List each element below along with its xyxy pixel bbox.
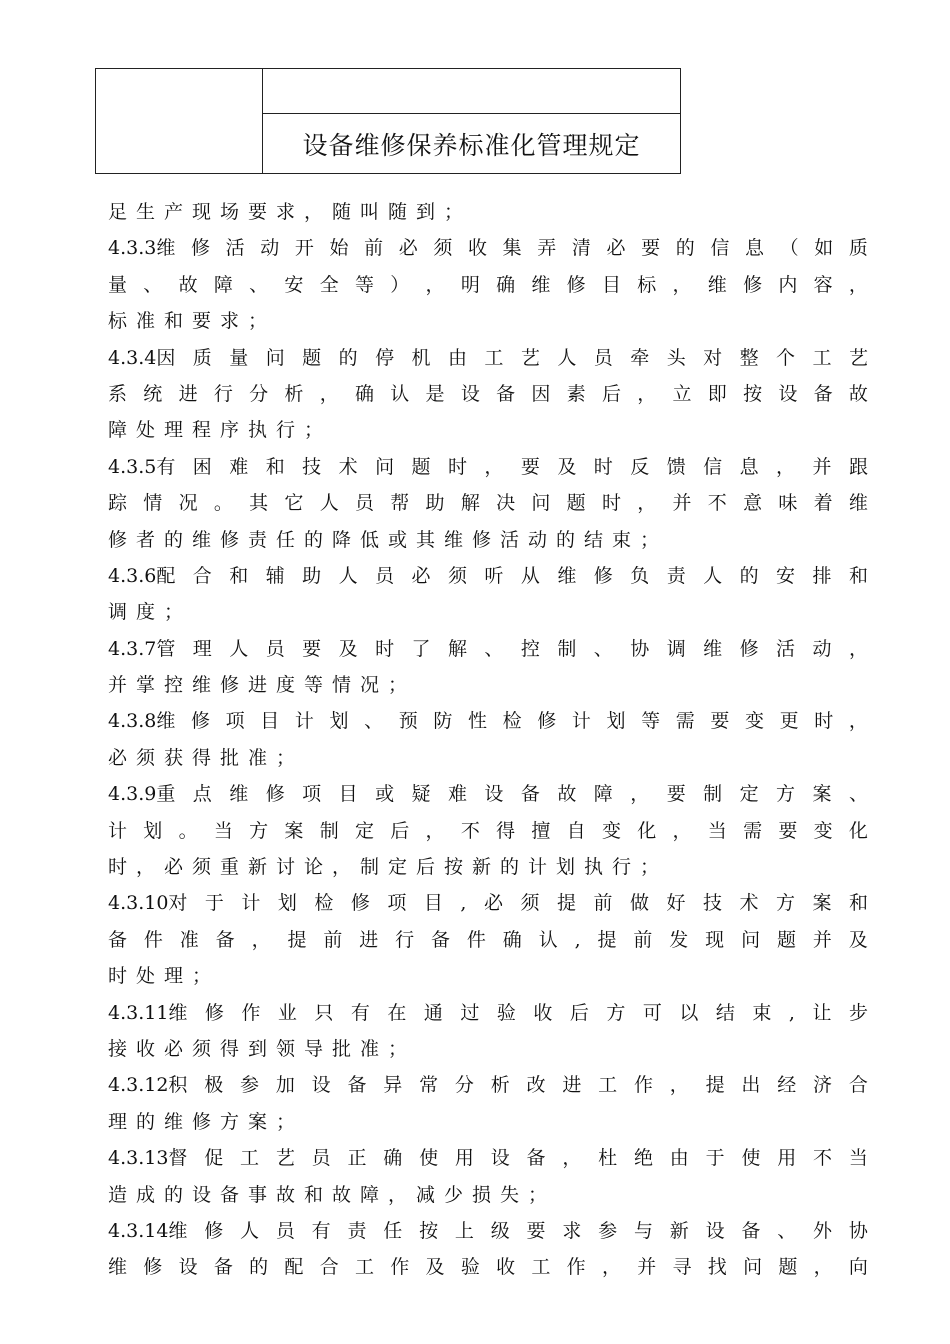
text-line: 并掌控维修进度等情况； (108, 674, 417, 697)
text-line: 时处理； (108, 965, 221, 988)
text-line: 4.3.7管 理 人 员 要 及 时 了 解 、 控 制 、 协 调 维 修 活 动 ， (108, 637, 868, 660)
text-line: 4.3.6配 合 和 辅 助 人 员 必 须 听 从 维 修 负 责 人 的 安 排 和 (108, 564, 868, 587)
text-line: 备 件 准 备 ， 提 前 进 行 备 件 确 认 , 提 前 发 现 问 题 并 及 (108, 928, 868, 951)
text-line: 调度； (108, 601, 193, 624)
text-line: 4.3.11维 修 作 业 只 有 在 通 过 验 收 后 方 可 以 结 束 , 让 步 (108, 1001, 868, 1024)
text-line: 4.3.14维 修 人 员 有 责 任 按 上 级 要 求 参 与 新 设 备 、 外 协 (108, 1219, 868, 1242)
text-line: 4.3.12积 极 参 加 设 备 异 常 分 析 改 进 工 作 ， 提 出 经 济 合 (108, 1074, 868, 1097)
text-line: 必须获得批准； (108, 746, 305, 769)
text-line: 障处理程序执行； (108, 419, 333, 442)
text-line: 4.3.8维 修 项 目 计 划 、 预 防 性 检 修 计 划 等 需 要 变 更 时 ， (108, 710, 868, 733)
text-line: 踪 情 况 。 其 它 人 员 帮 助 解 决 问 题 时 ， 并 不 意 味 着 维 (108, 492, 868, 515)
text-line: 标准和要求； (108, 310, 277, 333)
document-title: 设备维修保养标准化管理规定 (302, 130, 641, 160)
text-line: 4.3.4因 质 量 问 题 的 停 机 由 工 艺 人 员 牵 头 对 整 个 工 艺 (108, 346, 868, 369)
text-line: 接收必须得到领导批准； (108, 1037, 417, 1060)
header-blank-cell (263, 69, 680, 114)
text-line: 4.3.9重 点 维 修 项 目 或 疑 难 设 备 故 障 ， 要 制 定 方 案 、 (108, 783, 868, 806)
text-line: 4.3.5有 困 难 和 技 术 问 题 时 ， 要 及 时 反 馈 信 息 ， 并 跟 (108, 455, 868, 478)
text-line: 4.3.10对 于 计 划 检 修 项 目 , 必 须 提 前 做 好 技 术 方 案 和 (108, 892, 868, 915)
header-logo-cell (96, 69, 263, 173)
text-line: 造成的设备事故和故障，减少损失； (108, 1183, 557, 1206)
text-line: 维 修 设 备 的 配 合 工 作 及 验 收 工 作 ， 并 寻 找 问 题 ， 向 (108, 1256, 868, 1279)
text-line: 时，必须重新讨论，制定后按新的计划执行； (108, 856, 669, 879)
text-line: 4.3.13督 促 工 艺 员 正 确 使 用 设 备 ， 杜 绝 由 于 使 用 不 当 (108, 1147, 868, 1170)
text-line: 系 统 进 行 分 析 ， 确 认 是 设 备 因 素 后 ， 立 即 按 设 备 故 (108, 382, 868, 405)
text-line: 足生产现场要求，随叫随到； (108, 201, 473, 223)
document-body (108, 194, 868, 1286)
text-line: 计 划 。 当 方 案 制 定 后 ， 不 得 擅 自 变 化 ， 当 需 要 变 化 (108, 819, 868, 842)
text-line: 理的维修方案； (108, 1110, 305, 1133)
text-line: 4.3.3维 修 活 动 开 始 前 必 须 收 集 弄 清 必 要 的 信 息 （ 如 质 (108, 237, 868, 260)
text-line: 修者的维修责任的降低或其维修活动的结束； (108, 528, 669, 551)
header-table (95, 68, 681, 174)
text-line: 量 、 故 障 、 安 全 等 ） ， 明 确 维 修 目 标 ， 维 修 内 容 ， (108, 273, 868, 296)
